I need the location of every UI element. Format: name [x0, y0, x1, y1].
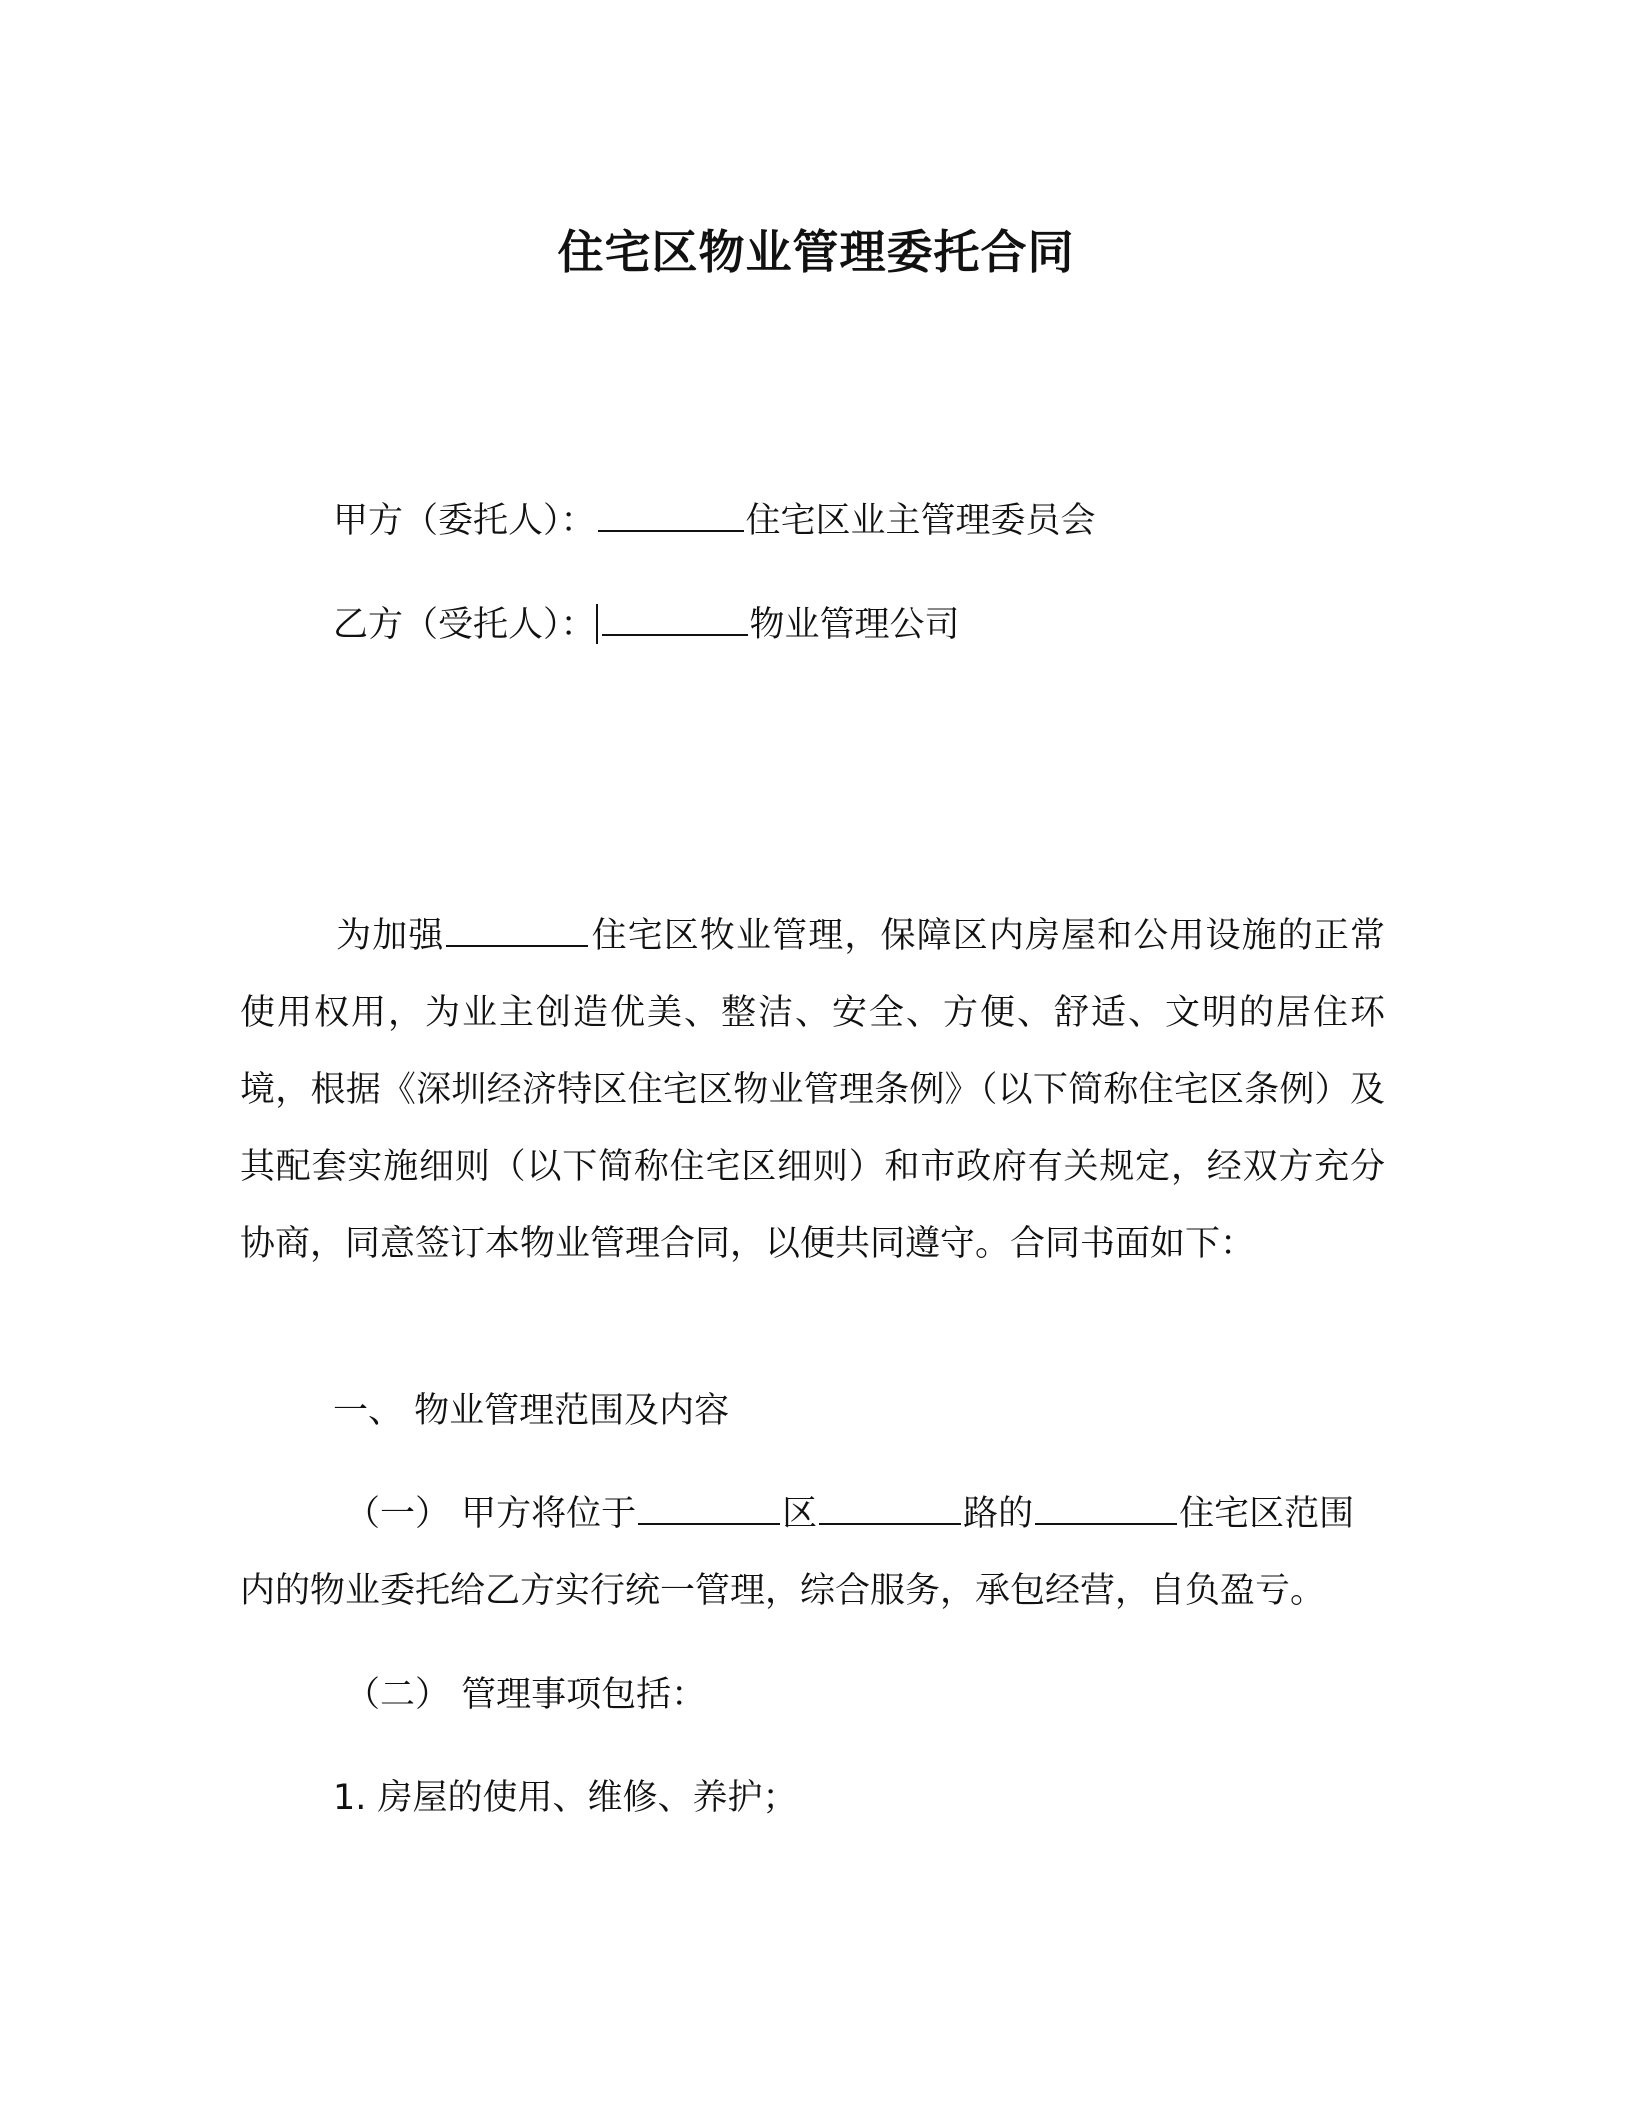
clause1-line1: [345, 1489, 1354, 1539]
section1-heading: 一、 物业管理范围及内容: [333, 1391, 730, 1431]
party-a-blank[interactable]: [598, 500, 744, 532]
clause1-line2: 内的物业委托给乙方实行统一管理，综合服务，承包经营，自负盈亏。: [240, 1571, 1326, 1611]
clause1-district: 区: [782, 1494, 818, 1534]
clause1-prefix: （一） 甲方将位于: [345, 1494, 637, 1534]
text-cursor: [596, 604, 598, 644]
party-b-blank[interactable]: [602, 604, 748, 636]
party-a-label: 甲方（委托人）：: [333, 501, 596, 541]
item-1: 1. 房屋的使用、维修、养护；: [333, 1778, 798, 1818]
party-b-line: [333, 600, 960, 650]
clause1-blank-district[interactable]: [819, 1493, 961, 1525]
clause1-road: 路的: [963, 1494, 1034, 1534]
clause2-heading: （二） 管理事项包括：: [345, 1675, 707, 1715]
intro-blank[interactable]: [446, 915, 588, 947]
clause1-suffix: 住宅区范围: [1179, 1494, 1355, 1534]
intro-text: 住宅区牧业管理，保障区内房屋和公用设施的正常使用权用，为业主创造优美、整洁、安全、方便、舒适、文明的居住环境，根据《深圳经济特区住宅区物业管理条例》（以下简称住宅区条例）及其配套实施细则（以下简称住宅区细则）和市政府有关规定，经双方充分协商，同意签订本物业管理合同，以便共同遵守。合同书面如下：: [240, 916, 1385, 1264]
clause1-blank-road[interactable]: [1035, 1493, 1177, 1525]
party-b-value: 物业管理公司: [749, 605, 960, 645]
party-a-line: [333, 496, 1096, 546]
party-a-value: 住宅区业主管理委员会: [745, 501, 1096, 541]
intro-prefix: 为加强: [335, 916, 445, 956]
party-b-label: 乙方（受托人）：: [333, 605, 596, 645]
intro-paragraph: [240, 898, 1385, 1283]
document-title: 住宅区物业管理委托合同: [557, 225, 1075, 279]
clause1-blank-location[interactable]: [638, 1493, 780, 1525]
